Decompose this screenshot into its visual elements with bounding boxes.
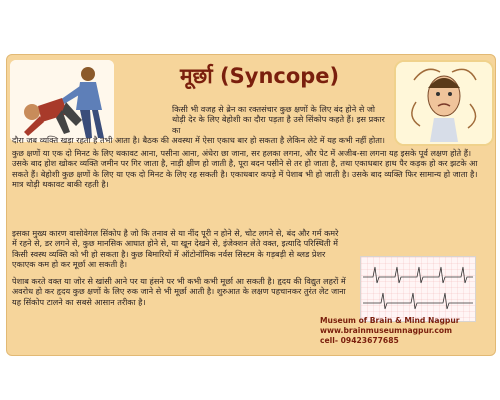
symptoms-text: कुछ क्षणों या एक दो मिनट के लिए थकावट आना, पसीना आना, अंधेरा छा जाना, सर हलका लगना, और पेट में अजीब-सा लगना यह इसके पूर्व लक्षण होते हैं। उसके बाद होश खोकर व्यक्ति जमीन पर गिर जाता है, नाड़ी क्षीण हो जाती है, पूरा बदन पसीने से तर हो जाता है, तथा एकाधबार हाथ पैर कड़क हो कर झटके आ सकते हैं। बेहोशी कुछ क्षणों के लिए या एक दो मिनट के लिए रह सकती है। एकाधबार कपड़े में पेशाब भी हो जाती है। उसके बाद व्यक्ति फिर सामान्य हो जाता है। मात्र थोड़ी थकावट बाकी रहती है।	[12, 148, 478, 189]
ecg-strip-image	[360, 256, 476, 322]
other-causes-paragraph	[12, 276, 357, 307]
museum-phone: cell- 09423677685	[320, 336, 399, 345]
museum-name: Museum of Brain & Mind Nagpur	[320, 316, 460, 325]
causes-text: इसका मुख्य कारण वासोवेगल सिंकोप है जो कि तनाव से या नींद पूरी न होने से, चोट लगने से, बंद और गर्म कमरे में रहने से, डर लगने से, कुछ मानसिक आघात होने से, या खून देखने से, इंजेक्शन लेते वक्त, इत्यादि परिस्थिती में किसी स्वस्थ व्यक्ति को भी हो सकता है। कुछ बिमारियों में ऑटोनॉमिक नर्वस सिस्टम के गड़बड़ी से ब्लड प्रेशर एकाएक कम हो कर मूर्छा आ सकती है।	[12, 228, 339, 269]
fainting-illustration	[10, 60, 114, 142]
museum-website: www.brainmuseumnagpur.com	[320, 326, 453, 335]
symptoms-paragraph	[12, 148, 484, 189]
intro-continuation-text: दौरा जब व्यक्ति खड़ा रहता है तभी आता है। बैठक की अवस्था में ऐसा एकाध बार हो सकता है लेकिन लेटे में यह कभी नहीं होता।	[12, 135, 385, 145]
dizzy-person-illustration	[394, 60, 494, 146]
intro-paragraph	[172, 104, 390, 135]
other-causes-text: पेशाब करते वक्त या जोर से खांसी आने पर या हंसने पर भी कभी कभी मूर्छा आ सकती है। हृदय की विद्युत लहरों में अवरोध हो कर हृदय कुछ क्षणों के लिए रुक जाने से भी मूर्छा आती है। शुरुआत के लक्षण पहचानकर तुरंत लेट जाना यह सिंकोप टालने का सबसे आसान तरीका है।	[12, 276, 346, 307]
intro-text: किसी भी वजह से ब्रेन का रक्तसंचार कुछ क्षणों के लिए बंद होने से जो थोड़ी देर के लिए बेहोशी का दौरा पड़ता है उसे सिंकोप कहते हैं। इस प्रकार का	[172, 104, 385, 135]
causes-paragraph	[12, 228, 342, 269]
intro-continuation	[12, 135, 484, 145]
page-title: मूर्छा (Syncope)	[180, 64, 340, 88]
museum-credits	[320, 316, 496, 368]
